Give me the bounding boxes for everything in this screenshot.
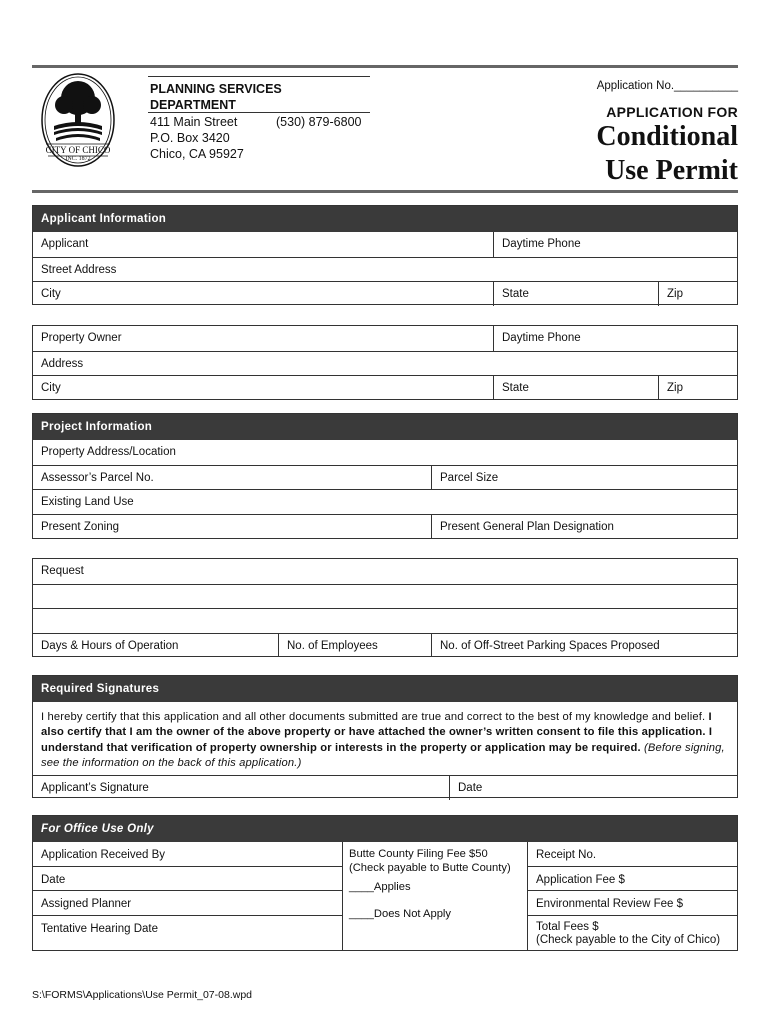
owner-address-field[interactable]: Address	[41, 357, 84, 370]
request-field[interactable]: Request	[41, 565, 84, 577]
certification-text-1: I hereby certify that this application and all other documents submitted are true and correct to the best of my knowledge and belief.	[41, 711, 706, 723]
receipt-no-field[interactable]: Receipt No.	[528, 842, 737, 867]
application-number: Application No.__________	[596, 80, 738, 92]
office-middle-column	[342, 842, 528, 950]
signatures-section	[32, 675, 738, 798]
certification-text-2: I also certify that I am the owner of the above property or have attached the owner’s written consent to file this application. I understand that verification of property ownership or interests in the property or application may be required.	[41, 711, 713, 754]
footer-file-path: S:\FORMS\Applications\Use Permit_07-08.wpd	[32, 989, 253, 1001]
dept-phone: (530) 879-6800	[276, 115, 362, 129]
dept-top-rule	[148, 76, 370, 77]
application-fee-field[interactable]: Application Fee $	[528, 867, 737, 892]
dept-citystate: Chico, CA 95927	[150, 147, 244, 161]
owner-field[interactable]: Property Owner	[41, 332, 122, 344]
property-address-row	[33, 440, 737, 465]
title-line2: Use Permit	[605, 155, 738, 186]
parking-field[interactable]: No. of Off-Street Parking Spaces Proposed	[431, 634, 737, 658]
request-blank-row-2	[33, 608, 737, 633]
days-hours-field[interactable]: Days & Hours of Operation	[41, 639, 179, 652]
received-by-field[interactable]: Application Received By	[33, 842, 342, 867]
request-blank-field-1[interactable]	[33, 585, 737, 609]
owner-zip-field[interactable]: Zip	[658, 376, 737, 400]
dept-pobox: P.O. Box 3420	[150, 131, 230, 145]
butte-fee-label: Butte County Filing Fee $50	[349, 848, 488, 860]
signatures-section-title: Required Signatures	[33, 676, 737, 702]
dept-name-line2: DEPARTMENT	[150, 98, 236, 112]
parcel-no-field[interactable]: Assessor’s Parcel No.	[41, 471, 154, 484]
request-blank-field-2[interactable]	[33, 609, 737, 633]
does-not-apply-option[interactable]: ____Does Not Apply	[349, 907, 451, 920]
chico-check-label: (Check payable to the City of Chico)	[536, 934, 721, 946]
parcel-size-field[interactable]: Parcel Size	[431, 466, 737, 490]
certification-text	[33, 702, 737, 775]
applicant-field[interactable]: Applicant	[41, 238, 89, 250]
signature-date-field[interactable]: Date	[449, 776, 737, 800]
owner-phone-field[interactable]: Daytime Phone	[493, 326, 737, 351]
zoning-row	[33, 514, 737, 539]
hearing-date-field[interactable]: Tentative Hearing Date	[41, 922, 158, 935]
office-section-title: For Office Use Only	[33, 816, 737, 842]
parcel-row	[33, 465, 737, 490]
signature-row	[33, 775, 737, 800]
logo-text: CITY OF CHICO	[45, 145, 111, 155]
owner-city-field[interactable]: City	[41, 382, 61, 394]
request-section	[32, 558, 738, 657]
dept-name-line1: PLANNING SERVICES	[150, 82, 282, 96]
total-fees-label: Total Fees $	[536, 920, 599, 933]
applicant-zip-field[interactable]: Zip	[658, 282, 737, 306]
existing-land-use-field[interactable]: Existing Land Use	[41, 496, 134, 508]
owner-state-field[interactable]: State	[493, 376, 658, 400]
dept-mid-rule	[148, 112, 370, 113]
city-logo	[40, 72, 116, 168]
applicant-signature-field[interactable]: Applicant’s Signature	[41, 782, 149, 794]
employees-field[interactable]: No. of Employees	[278, 634, 431, 658]
applicant-section	[32, 205, 738, 305]
operations-row	[33, 633, 737, 658]
applicant-state-field[interactable]: State	[493, 282, 658, 306]
applies-option[interactable]: ____Applies	[349, 881, 411, 893]
property-address-field[interactable]: Property Address/Location	[41, 446, 176, 458]
owner-section	[32, 325, 738, 400]
applicant-phone-field[interactable]: Daytime Phone	[493, 232, 737, 257]
general-plan-field[interactable]: Present General Plan Designation	[431, 515, 737, 539]
logo-subtext: INC. 1872	[65, 156, 91, 162]
office-left-column	[33, 842, 342, 950]
office-right-column	[528, 842, 737, 950]
environmental-fee-field[interactable]: Environmental Review Fee $	[528, 891, 737, 916]
applicant-city-field[interactable]: City	[41, 288, 61, 300]
project-section-title: Project Information	[33, 414, 737, 440]
office-section	[32, 815, 738, 951]
owner-city-row	[33, 375, 737, 400]
request-blank-row-1	[33, 584, 737, 609]
assigned-planner-field[interactable]: Assigned Planner	[33, 891, 342, 916]
butte-check-label: (Check payable to Butte County)	[349, 861, 511, 874]
applicant-city-row	[33, 281, 737, 306]
applicant-section-title: Applicant Information	[33, 206, 737, 232]
total-fees-field[interactable]	[528, 916, 737, 948]
certification-text-3: (Before signing, see the information on the back of this application.)	[41, 741, 725, 769]
present-zoning-field[interactable]: Present Zoning	[41, 520, 119, 533]
title-line1: Conditional	[596, 121, 738, 152]
header-bottom-rule	[32, 190, 738, 193]
office-date-field[interactable]: Date	[33, 867, 342, 892]
applicant-street-field[interactable]: Street Address	[41, 263, 117, 276]
applicant-row	[33, 232, 737, 257]
header-top-rule	[32, 65, 738, 68]
project-section	[32, 413, 738, 539]
request-row	[33, 559, 737, 584]
owner-address-row	[33, 351, 737, 376]
application-for: APPLICATION FOR	[606, 104, 738, 120]
applicant-street-row	[33, 257, 737, 282]
owner-row	[33, 326, 737, 351]
dept-street: 411 Main Street	[150, 115, 238, 129]
existing-land-use-row	[33, 489, 737, 514]
